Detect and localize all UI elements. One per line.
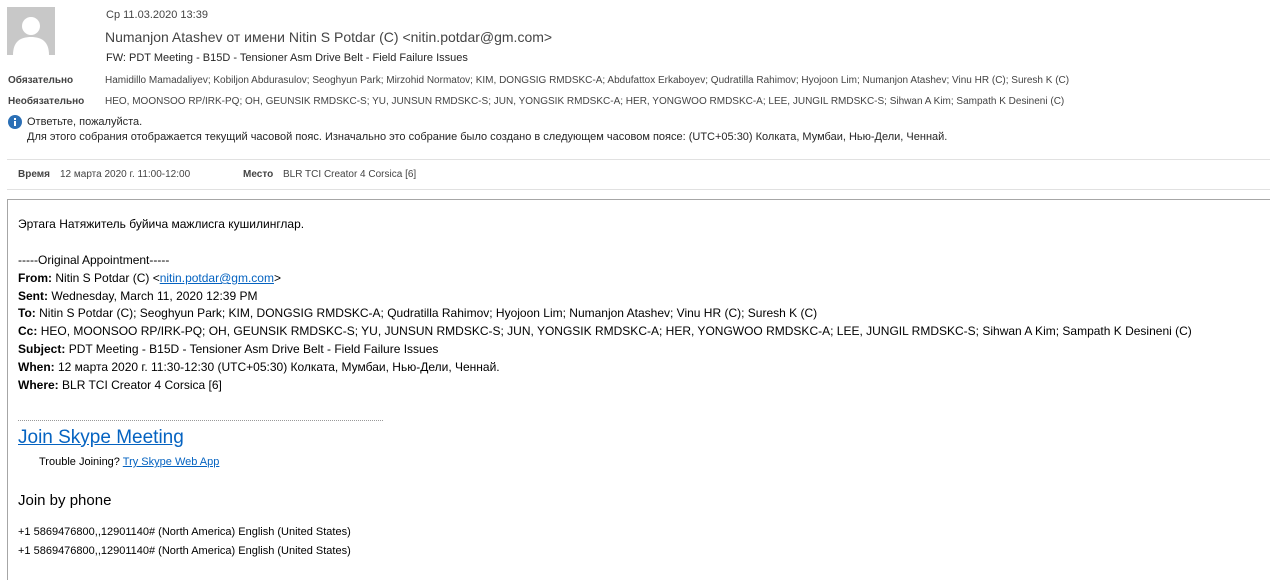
- divider: [7, 189, 1270, 190]
- message-date: Ср 11.03.2020 13:39: [106, 9, 208, 21]
- subject-label: Subject:: [18, 342, 66, 356]
- divider: [7, 159, 1270, 160]
- join-skype-link[interactable]: Join Skype Meeting: [18, 427, 184, 448]
- from-line: [18, 269, 281, 287]
- avatar: [7, 7, 55, 55]
- info-timezone: Для этого собрания отображается текущий часовой пояс. Изначально это собрание было создано в следующем часовом поясе: (UTC+05:30) Колката, Мумбаи, Нью-Дели, Ченнай.: [27, 131, 948, 143]
- cc-line: [18, 322, 1192, 340]
- from-email-link[interactable]: nitin.potdar@gm.com: [159, 271, 274, 285]
- subject-line: [18, 340, 438, 358]
- from-name: Nitin S Potdar (C) <: [55, 271, 160, 285]
- optional-attendees[interactable]: HEO, MOONSOO RP/IRK-PQ; OH, GEUNSIK RMDSKC-S; YU, JUNSUN RMDSKC-S; JUN, YONGSIK RMDSKC-A; HER, YONGWOO RMDSKC-A; LEE, JUNGIL RMDSKC-S; Sihwan A Kim; Sampath K Desineni (C): [105, 96, 1065, 107]
- sent-value: Wednesday, March 11, 2020 12:39 PM: [51, 289, 258, 303]
- where-value: BLR TCI Creator 4 Corsica [6]: [62, 378, 222, 392]
- subject-value: PDT Meeting - B15D - Tensioner Asm Drive Belt - Field Failure Issues: [68, 342, 439, 356]
- where-label: Where:: [18, 378, 59, 392]
- info-icon: [8, 115, 22, 129]
- when-value: 12 марта 2020 г. 11:30-12:30 (UTC+05:30) Колката, Мумбаи, Нью-Дели, Ченнай.: [58, 360, 500, 374]
- avatar-icon: [7, 7, 55, 55]
- required-label: Обязательно: [8, 75, 74, 86]
- when-line: [18, 358, 500, 376]
- body-greeting: Эртага Натяжитель буйича мажлисга кушилинглар.: [18, 217, 305, 231]
- when-label: When:: [18, 360, 55, 374]
- message-subject: FW: PDT Meeting - B15D - Tensioner Asm Drive Belt - Field Failure Issues: [106, 52, 468, 64]
- optional-label: Необязательно: [8, 96, 85, 107]
- trouble-joining: [39, 456, 219, 468]
- place-label: Место: [243, 169, 274, 180]
- original-appointment-header: -----Original Appointment-----: [18, 253, 170, 267]
- phone-number-1[interactable]: +1 5869476800,,12901140# (North America) English (United States): [18, 526, 351, 538]
- where-line: [18, 376, 222, 394]
- to-line: [18, 304, 817, 322]
- dotted-separator: [18, 420, 383, 421]
- join-by-phone-heading: Join by phone: [18, 492, 112, 509]
- sender-line[interactable]: Numanjon Atashev от имени Nitin S Potdar (C) <nitin.potdar@gm.com>: [105, 29, 553, 45]
- to-label: To:: [18, 306, 36, 320]
- try-skype-web-link[interactable]: Try Skype Web App: [122, 456, 220, 468]
- time-value: 12 марта 2020 г. 11:00-12:00: [60, 169, 191, 180]
- from-close: >: [273, 271, 281, 285]
- phone-number-2[interactable]: +1 5869476800,,12901140# (North America) English (United States): [18, 545, 351, 557]
- info-response: Ответьте, пожалуйста.: [27, 116, 143, 128]
- to-value: Nitin S Potdar (C); Seoghyun Park; KIM, DONGSIG RMDSKC-A; Qudratilla Rahimov; Hyojoon Lim; Numanjon Atashev; Vinu HR (C); Suresh K (C): [39, 306, 818, 320]
- cc-label: Cc:: [18, 324, 38, 338]
- time-label: Время: [18, 169, 50, 180]
- sent-line: [18, 287, 257, 305]
- cc-value: HEO, MOONSOO RP/IRK-PQ; OH, GEUNSIK RMDSKC-S; YU, JUNSUN RMDSKC-S; JUN, YONGSIK RMDSKC-A; HER, YONGWOO RMDSKC-A; LEE, JUNGIL RMDSKC-S; Sihwan A Kim; Sampath K Desineni (C): [40, 324, 1192, 338]
- place-value: BLR TCI Creator 4 Corsica [6]: [283, 169, 417, 180]
- sent-label: Sent:: [18, 289, 48, 303]
- from-label: From:: [18, 271, 52, 285]
- required-attendees[interactable]: Hamidillo Mamadaliyev; Kobiljon Abdurasulov; Seoghyun Park; Mirzohid Normatov; KIM, DONGSIG RMDSKC-A; Abdufattox Erkaboyev; Qudratilla Rahimov; Hyojoon Lim; Numanjon Atashev; Vinu HR (C); Suresh K (C): [105, 75, 1070, 86]
- trouble-text: Trouble Joining?: [39, 456, 120, 468]
